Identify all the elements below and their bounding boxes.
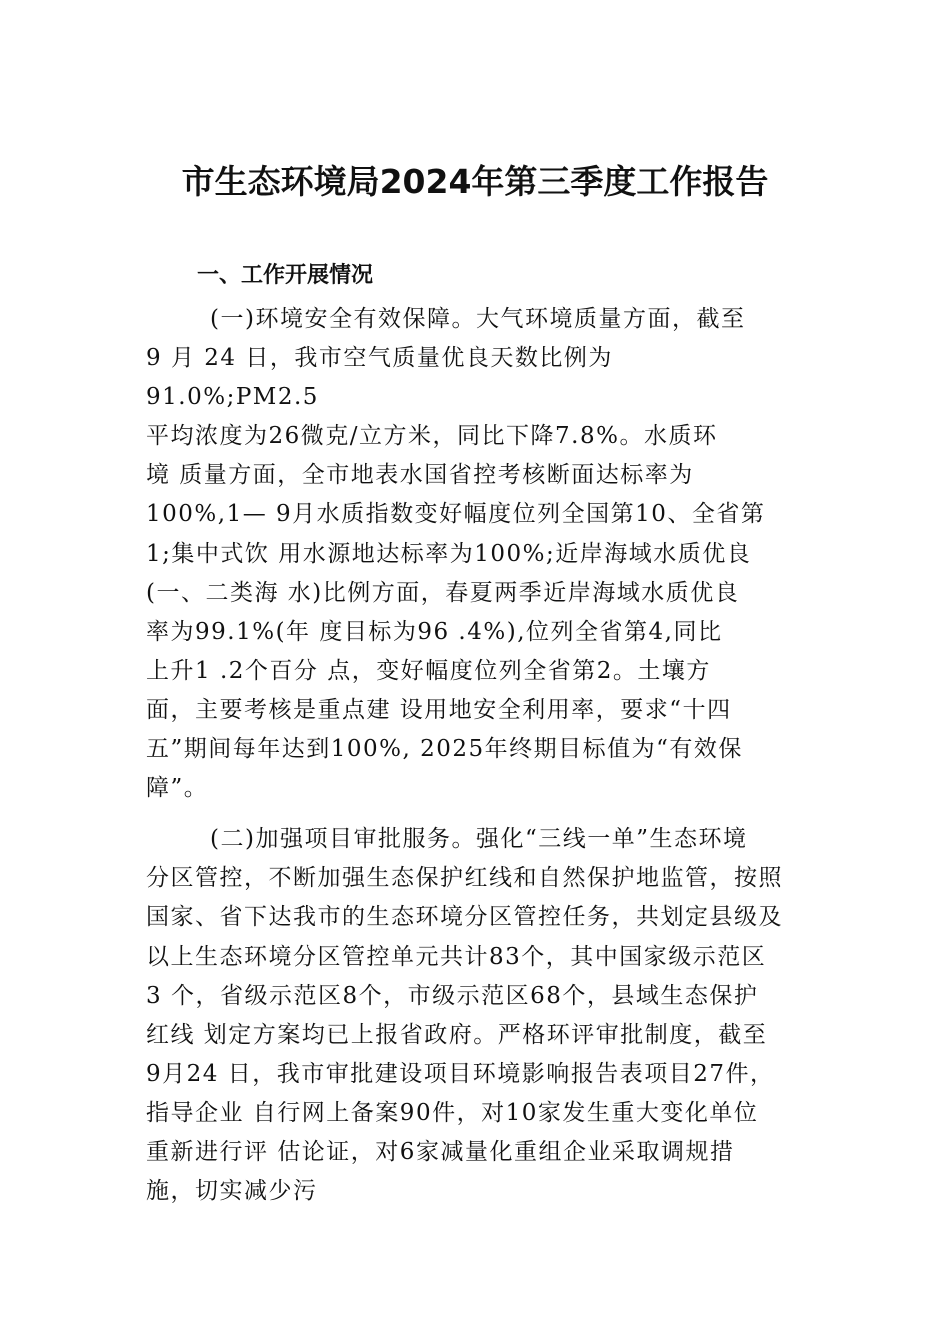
paragraph-line: (一、二类海 水)比例方面，春夏两季近岸海域水质优良 bbox=[146, 579, 740, 606]
paragraph-line: 9 月 24 日，我市空气质量优良天数比例为 bbox=[146, 345, 613, 372]
paragraph-line: 平均浓度为26微克/立方米，同比下降7.8%。水质环 bbox=[146, 423, 718, 450]
paragraph-line: 91.0%;PM2.5 bbox=[146, 384, 319, 411]
paragraph-line: 以上生态环境分区管控单元共计83个，其中国家级示范区 bbox=[146, 943, 767, 970]
paragraph-line: 重新进行评 估论证，对6家减量化重组企业采取调规措 bbox=[146, 1138, 735, 1165]
paragraph-line: 3 个，省级示范区8个，市级示范区68个，县域生态保护 bbox=[146, 982, 759, 1009]
paragraph-line: 率为99.1%(年 度目标为96 .4%),位列全省第4,同比 bbox=[146, 618, 723, 645]
paragraph-line: 1;集中式饮 用水源地达标率为100%;近岸海域水质优良 bbox=[146, 540, 752, 567]
document-body bbox=[146, 300, 826, 1211]
paragraph-line: 指导企业 自行网上备案90件，对10家发生重大变化单位 bbox=[146, 1099, 759, 1126]
paragraph-line: 红线 划定方案均已上报省政府。严格环评审批制度，截至 bbox=[146, 1021, 768, 1048]
paragraph-line: 施，切实减少污 bbox=[146, 1178, 318, 1205]
paragraph-line: 障”。 bbox=[146, 775, 209, 802]
paragraph-line: 上升1 .2个百分 点，变好幅度位列全省第2。土壤方 bbox=[146, 657, 711, 684]
paragraph-line: 境 质量方面，全市地表水国省控考核断面达标率为 bbox=[146, 462, 694, 489]
paragraph-line: 100%,1— 9月水质指数变好幅度位列全国第10、全省第 bbox=[146, 501, 766, 528]
paragraph-line: 分区管控，不断加强生态保护红线和自然保护地监管，按照 bbox=[146, 865, 783, 892]
section-heading: 一、工作开展情况 bbox=[197, 263, 374, 288]
paragraph-line: 国家、省下达我市的生态环境分区管控任务，共划定县级及 bbox=[146, 904, 783, 931]
paragraph-line: 9月24 日，我市审批建设项目环境影响报告表项目27件， bbox=[146, 1060, 775, 1087]
paragraph-line: 五”期间每年达到100%, 2025年终期目标值为“有效保 bbox=[146, 736, 743, 763]
paragraph-line: (一)环境安全有效保障。大气环境质量方面，截至 bbox=[210, 306, 746, 332]
paragraph-line: 面，主要考核是重点建 设用地安全利用率，要求“十四 bbox=[146, 696, 732, 723]
paragraph-line: (二)加强项目审批服务。强化“三线一单”生态环境 bbox=[210, 826, 748, 853]
document-title: 市生态环境局2024年第三季度工作报告 bbox=[181, 162, 769, 201]
paragraph-gap bbox=[146, 808, 826, 820]
